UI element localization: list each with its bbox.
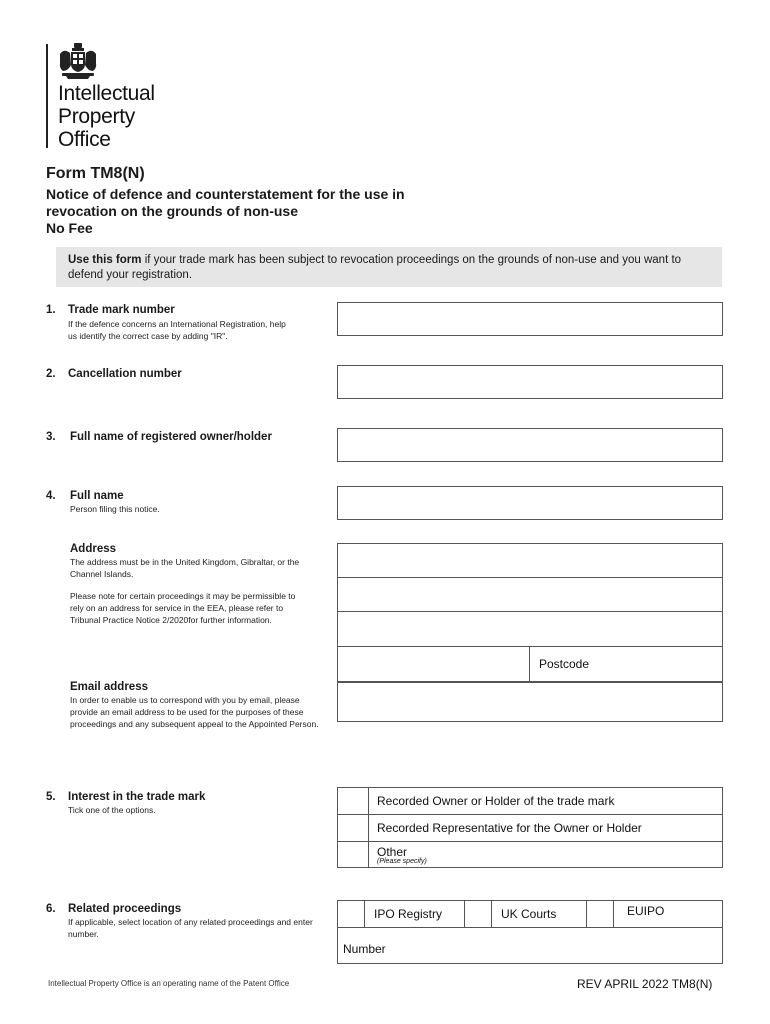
postcode-label: Postcode <box>539 657 590 671</box>
other-option-input[interactable] <box>368 841 723 868</box>
uk-courts-label: UK Courts <box>501 907 557 921</box>
q1-title: Trade mark number <box>68 304 175 316</box>
number-label: Number <box>343 942 386 956</box>
address-line-3-input[interactable] <box>337 611 723 647</box>
footer-revision: REV APRIL 2022 TM8(N) <box>577 977 713 991</box>
related-number-input[interactable] <box>337 927 723 964</box>
intro-panel <box>56 247 722 287</box>
representative-option <box>368 814 723 842</box>
representative-option-label: Recorded Representative for the Owner or Holder <box>377 821 642 835</box>
royal-crest-icon <box>56 42 100 80</box>
address-line-2-input[interactable] <box>337 577 723 612</box>
q3-title: Full name of registered owner/holder <box>70 431 272 443</box>
q5-hint: Tick one of the options. <box>68 805 156 815</box>
other-option-label: Other <box>377 845 408 859</box>
q6-hint: If applicable, select location of any related proceedings and enter number. <box>68 917 313 939</box>
ipo-registry-checkbox[interactable] <box>337 900 365 928</box>
owner-name-input[interactable] <box>337 428 723 462</box>
address-line-1-input[interactable] <box>337 543 723 578</box>
uk-courts-option <box>491 900 587 928</box>
trade-mark-number-input[interactable] <box>337 302 723 336</box>
q1-number: 1. <box>46 304 56 316</box>
footer-note: Intellectual Property Office is an operating name of the Patent Office <box>48 979 290 988</box>
q5-title: Interest in the trade mark <box>68 791 206 803</box>
logo-line-3: Office <box>58 128 111 151</box>
q4-title: Full name <box>70 490 124 502</box>
address-hint-2: Please note for certain proceedings it may be permissible to rely on an address for service in the EEA, please refer to Tribunal Practice Notice 2/2020for further information. <box>70 591 296 625</box>
euipo-checkbox[interactable] <box>586 900 614 928</box>
address-line-4-input[interactable] <box>337 646 530 682</box>
q6-number: 6. <box>46 903 56 915</box>
intro-bold: Use this form <box>68 254 142 266</box>
form-subtitle: Notice of defence and counterstatement for the use in revocation on the grounds of non-use <box>46 186 405 219</box>
fee-label: No Fee <box>46 220 93 236</box>
logo-text <box>58 82 155 151</box>
q6-title: Related proceedings <box>68 903 182 915</box>
q4-number: 4. <box>46 490 56 502</box>
q5-number: 5. <box>46 791 56 803</box>
intro-text <box>56 247 722 289</box>
logo-bar <box>46 44 48 148</box>
form-title: Form TM8(N) <box>46 165 145 182</box>
ipo-registry-option <box>364 900 465 928</box>
cancellation-number-input[interactable] <box>337 365 723 399</box>
euipo-label: EUIPO <box>627 904 665 918</box>
q2-number: 2. <box>46 368 56 380</box>
q1-hint: If the defence concerns an International Registration, help us identify the correct case by adding "IR". <box>68 319 286 341</box>
owner-option-label: Recorded Owner or Holder of the trade mark <box>377 794 615 808</box>
email-hint: In order to enable us to correspond with you by email, please provide an email address to be used for the purposes of these proceedings and any subsequent appeal to the Appointed Person. <box>70 695 319 729</box>
owner-checkbox[interactable] <box>337 787 369 815</box>
logo-line-1: Intellectual <box>58 82 155 105</box>
intro-rest: if your trade mark has been subject to revocation proceedings on the grounds of non-use and you want to defend your registration. <box>68 254 682 281</box>
email-input[interactable] <box>337 682 723 722</box>
q2-title: Cancellation number <box>68 368 182 380</box>
postcode-input[interactable] <box>529 646 723 682</box>
address-hint-1: The address must be in the United Kingdom, Gibraltar, or the Channel Islands. <box>70 557 300 579</box>
email-title: Email address <box>70 681 148 693</box>
euipo-option <box>613 900 723 928</box>
address-title: Address <box>70 543 117 555</box>
owner-option <box>368 787 723 815</box>
logo-line-2: Property <box>58 105 135 128</box>
full-name-input[interactable] <box>337 486 723 520</box>
other-checkbox[interactable] <box>337 841 369 868</box>
uk-courts-checkbox[interactable] <box>464 900 492 928</box>
q4-hint: Person filing this notice. <box>70 504 160 514</box>
q3-number: 3. <box>46 431 56 443</box>
representative-checkbox[interactable] <box>337 814 369 842</box>
other-option-hint: (Please specify) <box>377 858 427 865</box>
ipo-registry-label: IPO Registry <box>374 907 443 921</box>
